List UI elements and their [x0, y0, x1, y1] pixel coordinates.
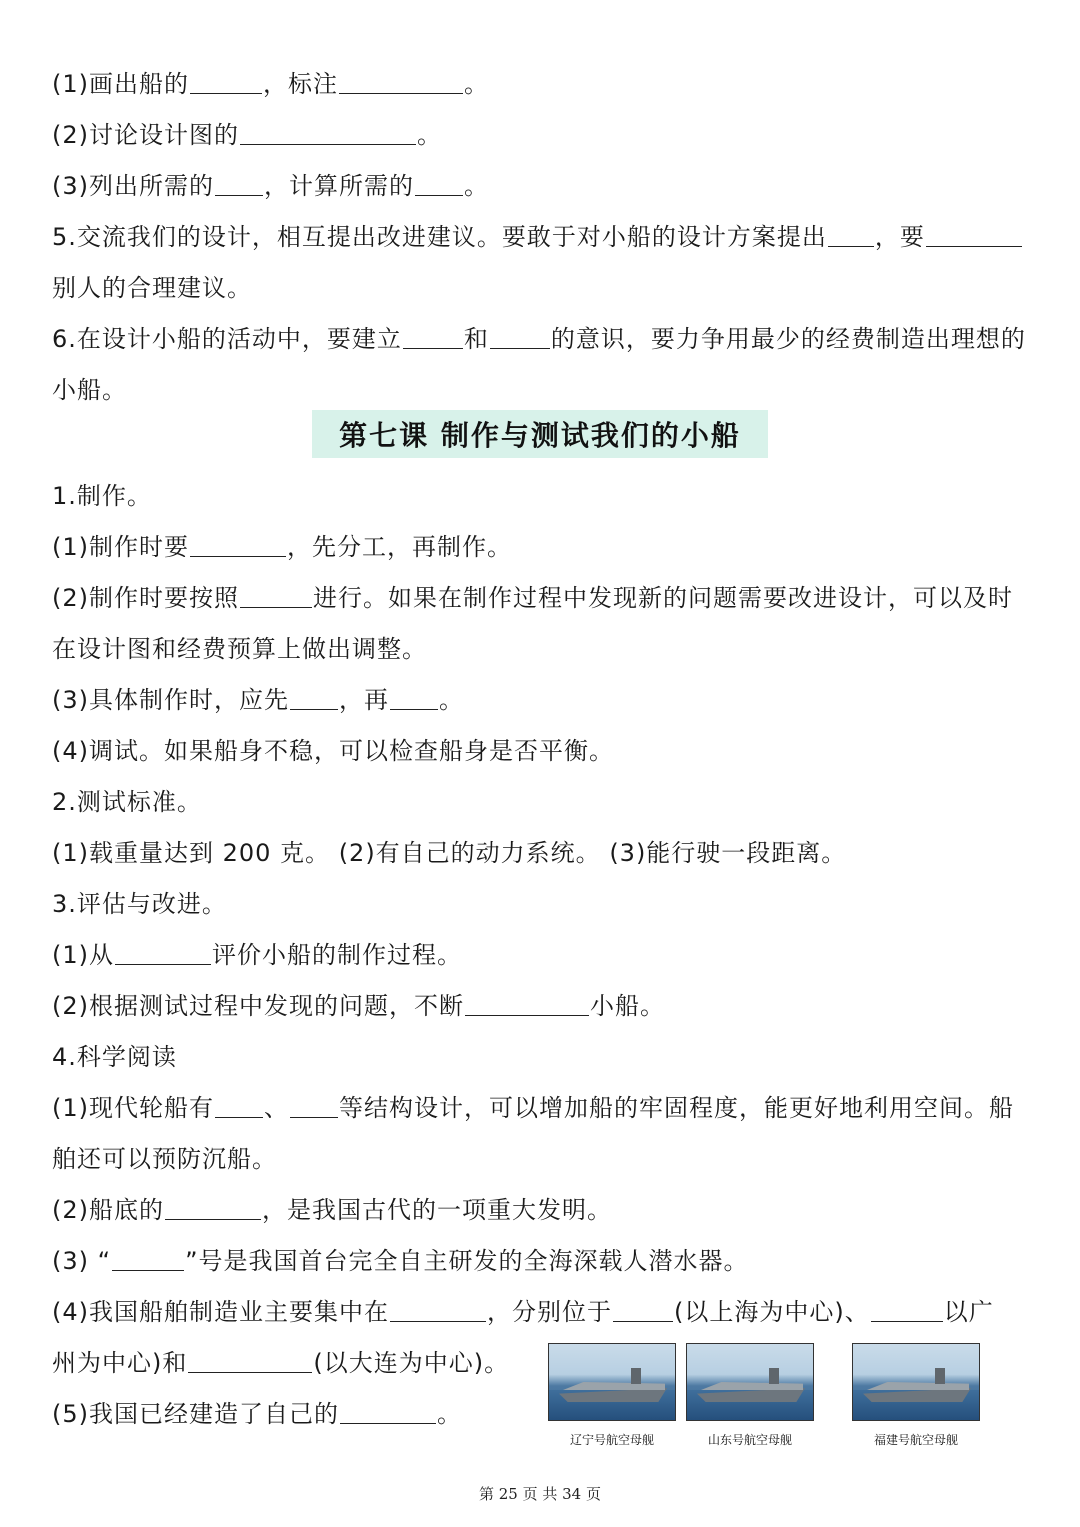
lesson-title-box: [312, 410, 768, 458]
q-1-2b-cont: 在设计图和经费预算上做出调整。: [52, 635, 427, 663]
sec-2: 2.测试标准。: [52, 788, 202, 816]
blank[interactable]: [490, 326, 550, 349]
blank[interactable]: [115, 942, 211, 965]
ship-fujian: [852, 1343, 980, 1448]
q-1-3b: (3)具体制作时，应先 ，再 。: [52, 686, 464, 714]
blank[interactable]: [240, 122, 416, 145]
aircraft-carrier-photo: [548, 1343, 676, 1421]
ship-shandong: [686, 1343, 814, 1448]
aircraft-carrier-photo: [852, 1343, 980, 1421]
blank[interactable]: [190, 534, 286, 557]
q-3-1: (1)从 评价小船的制作过程。: [52, 941, 462, 969]
sec-3: 3.评估与改进。: [52, 890, 227, 918]
sec-4: 4.科学阅读: [52, 1043, 177, 1071]
q-4-5: (5)我国已经建造了自己的 。: [52, 1400, 462, 1428]
q-1-3: (3)列出所需的 ，计算所需的 。: [52, 172, 489, 200]
blank[interactable]: [190, 71, 262, 94]
blank[interactable]: [390, 1299, 486, 1322]
q-6-cont: 小船。: [52, 376, 127, 404]
blank[interactable]: [240, 585, 312, 608]
blank[interactable]: [390, 687, 438, 710]
blank[interactable]: [165, 1197, 261, 1220]
q-5: 5.交流我们的设计，相互提出改进建议。要敢于对小船的设计方案提出 ，要: [52, 222, 1023, 252]
ship-caption: 辽宁号航空母舰: [569, 1433, 654, 1447]
blank[interactable]: [465, 993, 589, 1016]
blank[interactable]: [613, 1299, 673, 1322]
q-4-2: (2)船底的 ，是我国古代的一项重大发明。: [52, 1196, 612, 1224]
blank[interactable]: [112, 1248, 184, 1271]
page-footer: 第 25 页 共 34 页: [478, 1485, 601, 1503]
ship-caption: 福建号航空母舰: [873, 1433, 958, 1447]
blank[interactable]: [215, 1095, 263, 1118]
q-1-1: (1)画出船的 ，标注 。: [52, 70, 489, 98]
blank[interactable]: [188, 1350, 312, 1373]
blank[interactable]: [340, 1401, 436, 1424]
q-2-1: (1)载重量达到 200 克。 (2)有自己的动力系统。 (3)能行驶一段距离。: [52, 839, 847, 867]
blank[interactable]: [339, 71, 463, 94]
blank[interactable]: [403, 326, 463, 349]
q-1-1b: (1)制作时要 ，先分工，再制作。: [52, 533, 512, 561]
blank[interactable]: [871, 1299, 943, 1322]
blank[interactable]: [215, 173, 263, 196]
blank[interactable]: [290, 1095, 338, 1118]
aircraft-carrier-photo: [686, 1343, 814, 1421]
q-4-4-cont: 州为中心)和 (以大连为中心)。: [52, 1349, 510, 1377]
q-1-4b: (4)调试。如果船身不稳，可以检查船身是否平衡。: [52, 737, 614, 765]
sec-1: 1.制作。: [52, 482, 152, 510]
q-1-2b: (2)制作时要按照 进行。如果在制作过程中发现新的问题需要改进设计，可以及时: [52, 584, 1013, 612]
lesson-title: 第七课 制作与测试我们的小船: [339, 419, 741, 452]
ship-liaoning: [548, 1343, 676, 1448]
blank[interactable]: [828, 224, 874, 247]
q-4-4: (4)我国船舶制造业主要集中在 ，分别位于 (以上海为中心)、 以广: [52, 1298, 994, 1326]
q-4-1: (1)现代轮船有 、 等结构设计，可以增加船的牢固程度，能更好地利用空间。船: [52, 1094, 1014, 1122]
q-1-2: (2)讨论设计图的 。: [52, 121, 442, 149]
blank[interactable]: [415, 173, 463, 196]
q-5-cont: 别人的合理建议。: [52, 274, 252, 302]
q-4-3: (3) “ ”号是我国首台完全自主研发的全海深载人潜水器。: [52, 1247, 749, 1275]
blank[interactable]: [290, 687, 338, 710]
q-6: 6.在设计小船的活动中，要建立 和 的意识，要力争用最少的经费制造出理想的: [52, 325, 1026, 353]
blank[interactable]: [926, 224, 1022, 247]
q-4-1-cont: 舶还可以预防沉船。: [52, 1145, 277, 1173]
ship-caption: 山东号航空母舰: [707, 1433, 792, 1447]
q-3-2: (2)根据测试过程中发现的问题，不断 小船。: [52, 992, 665, 1020]
